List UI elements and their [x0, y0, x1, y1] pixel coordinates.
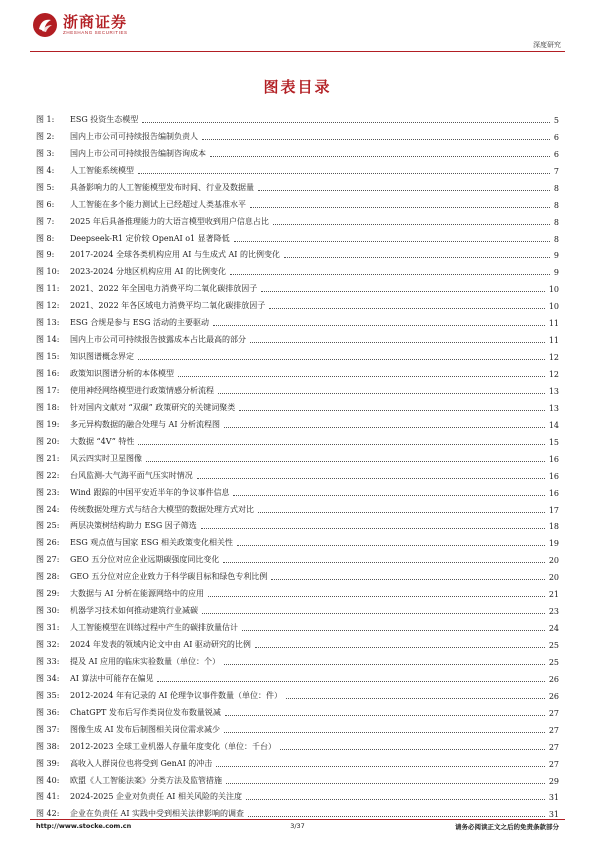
- toc-entry-title: 针对国内文献对 “双碳” 政策研究的关键词聚类: [70, 402, 236, 412]
- toc-entry-leader: [224, 427, 545, 428]
- toc-entry-title: 2012-2023 全球工业机器人存量年度变化（单位：千台）: [70, 741, 276, 751]
- toc-entry-page: 27: [548, 742, 559, 752]
- toc-entry-label: 图 1:: [36, 114, 55, 124]
- toc-entry-label: 图 17:: [36, 385, 60, 395]
- toc-entry-page: 23: [548, 607, 559, 617]
- footer-page-number: 3/37: [290, 822, 305, 830]
- toc-entry-leader: [157, 681, 544, 682]
- toc-entry-title: 提及 AI 应用的临床实验数量（单位：个）: [70, 656, 221, 666]
- toc-entry[interactable]: [36, 447, 559, 464]
- toc-entry-leader: [178, 376, 545, 377]
- toc-entry-page: 7: [553, 166, 559, 176]
- toc-entry-page: 8: [553, 234, 559, 244]
- toc-entry[interactable]: [36, 193, 559, 210]
- toc-entry-leader: [216, 766, 545, 767]
- toc-entry-page: 10: [548, 285, 559, 295]
- toc-entry-title: ESG 观点值与国家 ESG 相关政策变化相关性: [70, 538, 234, 548]
- toc-entry[interactable]: [36, 379, 559, 396]
- toc-entry-page: 16: [548, 471, 559, 481]
- toc-entry-leader: [233, 495, 544, 496]
- toc-entry-label: 图 13:: [36, 318, 60, 328]
- toc-entry-page: 20: [548, 556, 559, 566]
- toc-entry-leader: [284, 257, 550, 258]
- toc-entry-leader: [226, 783, 545, 784]
- toc-entry-page: 6: [553, 132, 559, 142]
- toc-entry[interactable]: [36, 430, 559, 447]
- toc-entry-page: 26: [548, 674, 559, 684]
- toc-entry-title: 2024 年发表的领域内论文中由 AI 驱动研究的比例: [70, 640, 251, 649]
- toc-entry-page: 31: [548, 810, 559, 820]
- zheshang-logo-icon: [32, 12, 58, 38]
- toc-entry-label: 图 38:: [36, 741, 60, 751]
- toc-entry-label: 图 31:: [36, 623, 60, 633]
- toc-entry-page: 6: [553, 149, 559, 159]
- toc-entry-label: 图 34:: [36, 673, 60, 683]
- toc-entry-leader: [258, 190, 550, 191]
- toc-entry-title: 2017-2024 全球各类机构应用 AI 与生成式 AI 的比例变化: [70, 250, 281, 260]
- toc-entry[interactable]: [36, 599, 559, 616]
- toc-entry-leader: [250, 207, 550, 208]
- toc-entry-page: 25: [548, 657, 559, 667]
- toc-entry-leader: [210, 156, 550, 157]
- toc-entry-title: 2025 年后具备推理能力的大语言模型收到用户信息占比: [70, 216, 269, 226]
- page-title: 图表目录: [263, 78, 332, 96]
- toc-entry-title: AI 算法中可能存在偏见: [70, 673, 154, 683]
- toc-entry[interactable]: [36, 210, 559, 227]
- toc-entry-title: ChatGPT 发布后写作类岗位发布数量锐减: [70, 707, 221, 717]
- toc-entry-title: 大数据与 AI 分析在能源网络中的应用: [70, 589, 205, 599]
- toc-entry-title: GEO 五分位对应企业远期碳强度同比变化: [70, 555, 220, 565]
- toc-entry-page: 24: [548, 624, 559, 634]
- toc-entry-title: 国内上市公司可持续报告编制负责人: [70, 131, 198, 141]
- toc-entry-page: 11: [548, 319, 559, 329]
- toc-entry-title: 台风监测-大气海平面气压实时情况: [70, 470, 193, 480]
- toc-entry-title: 企业在负责任 AI 实践中受到相关法律影响的调查: [70, 809, 245, 819]
- brand-name-en: ZHESHANG SECURITIES: [63, 30, 128, 35]
- toc-entry-page: 31: [548, 793, 559, 803]
- toc-entry[interactable]: [36, 277, 559, 294]
- toc-entry-leader: [237, 545, 545, 546]
- toc-entry-title: 2021、2022 年各区域电力消费平均二氧化碳排放因子: [70, 301, 266, 311]
- toc-entry-leader: [255, 647, 545, 648]
- toc-entry-label: 图 32:: [36, 640, 60, 649]
- toc-entry-label: 图 2:: [36, 131, 55, 141]
- toc-entry[interactable]: [36, 735, 559, 752]
- toc-entry[interactable]: [36, 311, 559, 328]
- toc-entry[interactable]: [36, 294, 559, 311]
- toc-entry[interactable]: [36, 531, 559, 548]
- toc-entry-label: 图 22:: [36, 470, 60, 480]
- toc-entry-leader: [202, 139, 550, 140]
- toc-entry-title: 图像生成 AI 发布后制图相关岗位需求减少: [70, 724, 221, 734]
- toc-entry-leader: [273, 224, 550, 225]
- toc-entry-label: 图 40:: [36, 775, 60, 785]
- toc-entry[interactable]: [36, 684, 559, 701]
- toc-entry-title: 大数据 “4V” 特性: [70, 436, 135, 446]
- toc-entry[interactable]: [36, 565, 559, 582]
- toc-entry-label: 图 30:: [36, 606, 60, 616]
- toc-entry[interactable]: [36, 498, 559, 515]
- toc-entry-label: 图 4:: [36, 165, 55, 175]
- toc-entry-label: 图 33:: [36, 656, 60, 666]
- toc-entry-leader: [261, 291, 545, 292]
- toc-entry-label: 图 10:: [36, 267, 60, 277]
- toc-entry-title: Wind 跟踪的中国平安近半年的争议事件信息: [70, 487, 230, 497]
- toc-entry-page: 27: [548, 708, 559, 718]
- toc-entry-leader: [218, 393, 545, 394]
- toc-entry[interactable]: [36, 227, 559, 244]
- toc-entry-label: 图 6:: [36, 199, 55, 209]
- toc-entry-label: 图 42:: [36, 809, 60, 819]
- toc-entry-label: 图 14:: [36, 335, 60, 345]
- toc-entry-page: 8: [553, 183, 559, 193]
- toc-entry-label: 图 18:: [36, 402, 60, 412]
- toc-entry-label: 图 7:: [36, 216, 55, 226]
- toc-entry-leader: [224, 664, 545, 665]
- toc-entry-label: 图 29:: [36, 589, 60, 599]
- toc-entry-page: 20: [548, 573, 559, 583]
- toc-entry[interactable]: [36, 328, 559, 345]
- toc-entry-title: 高收入人群岗位也将受到 GenAI 的冲击: [70, 758, 213, 768]
- toc-entry-title: 传统数据处理方式与结合大模型的数据处理方式对比: [70, 504, 254, 514]
- toc-entry-page: 27: [548, 759, 559, 769]
- toc-entry-leader: [280, 749, 545, 750]
- toc-entry-label: 图 12:: [36, 301, 60, 311]
- toc-entry-title: 人工智能模型在训练过程中产生的碳排放量估计: [70, 623, 238, 633]
- toc-entry-label: 图 16:: [36, 369, 60, 378]
- toc-entry[interactable]: [36, 142, 559, 159]
- toc-entry[interactable]: [36, 667, 559, 684]
- toc-entry-title: ESG 投资生态模型: [70, 114, 139, 124]
- toc-entry-leader: [138, 173, 550, 174]
- footer-divider: [30, 819, 565, 820]
- toc-entry-title: 具备影响力的人工智能模型发布时间、行业及数据量: [70, 182, 254, 192]
- toc-entry-page: 16: [548, 488, 559, 498]
- toc-entry-leader: [197, 478, 545, 479]
- toc-entry[interactable]: [36, 176, 559, 193]
- toc-entry-page: 8: [553, 217, 559, 227]
- toc-entry-label: 图 21:: [36, 453, 60, 463]
- toc-entry-title: 欧盟《人工智能法案》分类方法及监管措施: [70, 775, 222, 785]
- toc-entry-page: 8: [553, 200, 559, 210]
- toc-entry-title: Deepseek-R1 定价较 OpenAI o1 显著降低: [70, 233, 230, 243]
- toc-entry[interactable]: [36, 650, 559, 667]
- toc-entry-page: 10: [548, 302, 559, 312]
- figure-list: [36, 108, 559, 819]
- toc-entry[interactable]: [36, 345, 559, 362]
- toc-entry-leader: [271, 579, 544, 580]
- toc-entry-label: 图 37:: [36, 724, 60, 734]
- toc-entry-page: 21: [548, 590, 559, 600]
- toc-entry[interactable]: [36, 701, 559, 718]
- toc-entry-label: 图 36:: [36, 707, 60, 717]
- toc-entry-label: 图 8:: [36, 233, 55, 243]
- toc-entry-label: 图 23:: [36, 487, 60, 497]
- toc-entry[interactable]: [36, 752, 559, 769]
- toc-entry-leader: [202, 613, 545, 614]
- toc-entry[interactable]: [36, 125, 559, 142]
- toc-entry-label: 图 35:: [36, 690, 60, 700]
- toc-entry-leader: [146, 461, 545, 462]
- toc-entry-label: 图 20:: [36, 436, 60, 446]
- toc-entry[interactable]: [36, 413, 559, 430]
- toc-entry-page: 29: [548, 776, 559, 786]
- toc-entry-page: 17: [548, 505, 559, 515]
- toc-entry-leader: [248, 816, 545, 817]
- toc-entry-label: 图 25:: [36, 521, 60, 531]
- toc-entry-leader: [138, 444, 544, 445]
- document-type-label: 深度研究: [533, 41, 561, 49]
- toc-entry[interactable]: [36, 362, 559, 379]
- toc-entry-page: 11: [548, 336, 559, 346]
- toc-entry[interactable]: [36, 548, 559, 565]
- toc-entry[interactable]: [36, 582, 559, 599]
- toc-entry-label: 图 11:: [36, 284, 60, 294]
- toc-entry-label: 图 15:: [36, 352, 60, 362]
- toc-entry[interactable]: [36, 802, 559, 819]
- toc-entry-page: 13: [548, 386, 559, 396]
- toc-entry-leader: [242, 630, 545, 631]
- toc-entry-title: 国内上市公司可持续报告披露成本占比最高的部分: [70, 335, 246, 345]
- toc-entry[interactable]: [36, 244, 559, 261]
- toc-entry-title: 2024-2025 企业对负责任 AI 相关风险的关注度: [70, 792, 242, 802]
- toc-entry-label: 图 3:: [36, 148, 55, 158]
- toc-entry-page: 13: [548, 403, 559, 413]
- toc-entry-page: 5: [553, 115, 559, 125]
- toc-entry-leader: [250, 342, 545, 343]
- toc-entry-page: 12: [548, 370, 559, 379]
- toc-entry[interactable]: [36, 159, 559, 176]
- toc-entry-leader: [201, 528, 545, 529]
- toc-entry-leader: [230, 274, 550, 275]
- toc-entry-label: 图 41:: [36, 792, 60, 802]
- brand-logo: [32, 12, 128, 38]
- toc-entry-leader: [246, 799, 545, 800]
- toc-entry-label: 图 9:: [36, 250, 55, 260]
- toc-entry-title: 人工智能系统模型: [70, 165, 134, 175]
- toc-entry-title: 多元异构数据的融合处理与 AI 分析流程图: [70, 419, 221, 429]
- toc-entry-page: 9: [553, 268, 559, 278]
- toc-entry[interactable]: [36, 769, 559, 786]
- toc-entry-leader: [213, 325, 545, 326]
- toc-entry[interactable]: [36, 108, 559, 125]
- toc-entry-label: 图 26:: [36, 538, 60, 548]
- toc-entry-page: 12: [548, 353, 559, 363]
- toc-entry-page: 26: [548, 691, 559, 701]
- brand-name-cn: 浙商证券: [63, 13, 128, 31]
- toc-entry-page: 9: [553, 251, 559, 261]
- toc-entry-title: GEO 五分位对应企业致力于科学碳目标和绿色专利比例: [70, 572, 268, 582]
- toc-entry-page: 27: [548, 725, 559, 735]
- toc-entry-title: 使用神经网络模型进行政策情感分析流程: [70, 385, 214, 395]
- toc-entry-page: 25: [548, 641, 559, 650]
- toc-entry-label: 图 28:: [36, 572, 60, 582]
- toc-entry-title: ESG 合规是参与 ESG 活动的主要驱动: [70, 318, 210, 328]
- toc-entry-title: 人工智能在多个能力测试上已经超过人类基准水平: [70, 199, 246, 209]
- header-divider: [30, 51, 565, 52]
- toc-entry-title: 风云四实时卫星图像: [70, 453, 142, 463]
- toc-entry-leader: [224, 732, 545, 733]
- footer-disclaimer: 请务必阅读正文之后的免责条款部分: [455, 823, 559, 831]
- toc-entry-title: 国内上市公司可持续报告编制咨询成本: [70, 148, 206, 158]
- toc-entry-title: 机器学习技术如何推动建筑行业减碳: [70, 606, 198, 616]
- toc-entry-leader: [142, 122, 550, 123]
- toc-entry-title: 知识图谱概念界定: [70, 352, 134, 362]
- footer-url[interactable]: http://www.stocke.com.cn: [36, 822, 132, 830]
- toc-entry-title: 2021、2022 年全国电力消费平均二氧化碳排放因子: [70, 284, 258, 294]
- toc-entry-label: 图 39:: [36, 758, 60, 768]
- toc-entry[interactable]: [36, 396, 559, 413]
- toc-entry-title: 两层决策树结构助力 ESG 因子筛选: [70, 521, 197, 531]
- toc-entry-leader: [234, 241, 550, 242]
- page-header: [30, 10, 565, 54]
- toc-entry-leader: [225, 715, 545, 716]
- toc-entry-leader: [286, 698, 545, 699]
- toc-entry-leader: [208, 596, 545, 597]
- toc-entry-leader: [138, 359, 545, 360]
- toc-entry-label: 图 24:: [36, 504, 60, 514]
- toc-entry-leader: [239, 410, 545, 411]
- toc-entry-title: 政策知识图谱分析的本体模型: [70, 369, 174, 378]
- toc-entry[interactable]: [36, 633, 559, 650]
- toc-entry-page: 18: [548, 522, 559, 532]
- toc-entry[interactable]: [36, 616, 559, 633]
- toc-entry[interactable]: [36, 786, 559, 803]
- toc-entry-leader: [223, 562, 544, 563]
- toc-entry-leader: [258, 512, 545, 513]
- toc-entry-label: 图 19:: [36, 419, 60, 429]
- toc-entry[interactable]: [36, 515, 559, 532]
- toc-entry-title: 2023-2024 分地区机构应用 AI 的比例变化: [70, 267, 226, 277]
- toc-entry-label: 图 5:: [36, 182, 55, 192]
- toc-entry[interactable]: [36, 464, 559, 481]
- toc-entry-title: 2012-2024 年有记录的 AI 伦理争议事件数量（单位：件）: [70, 690, 282, 700]
- toc-entry[interactable]: [36, 260, 559, 277]
- toc-entry-page: 14: [548, 420, 559, 430]
- toc-entry-label: 图 27:: [36, 555, 60, 565]
- toc-entry-leader: [269, 308, 545, 309]
- toc-entry-page: 19: [548, 539, 559, 549]
- toc-entry[interactable]: [36, 481, 559, 498]
- toc-entry[interactable]: [36, 718, 559, 735]
- toc-entry-page: 16: [548, 454, 559, 464]
- toc-entry-page: 15: [548, 437, 559, 447]
